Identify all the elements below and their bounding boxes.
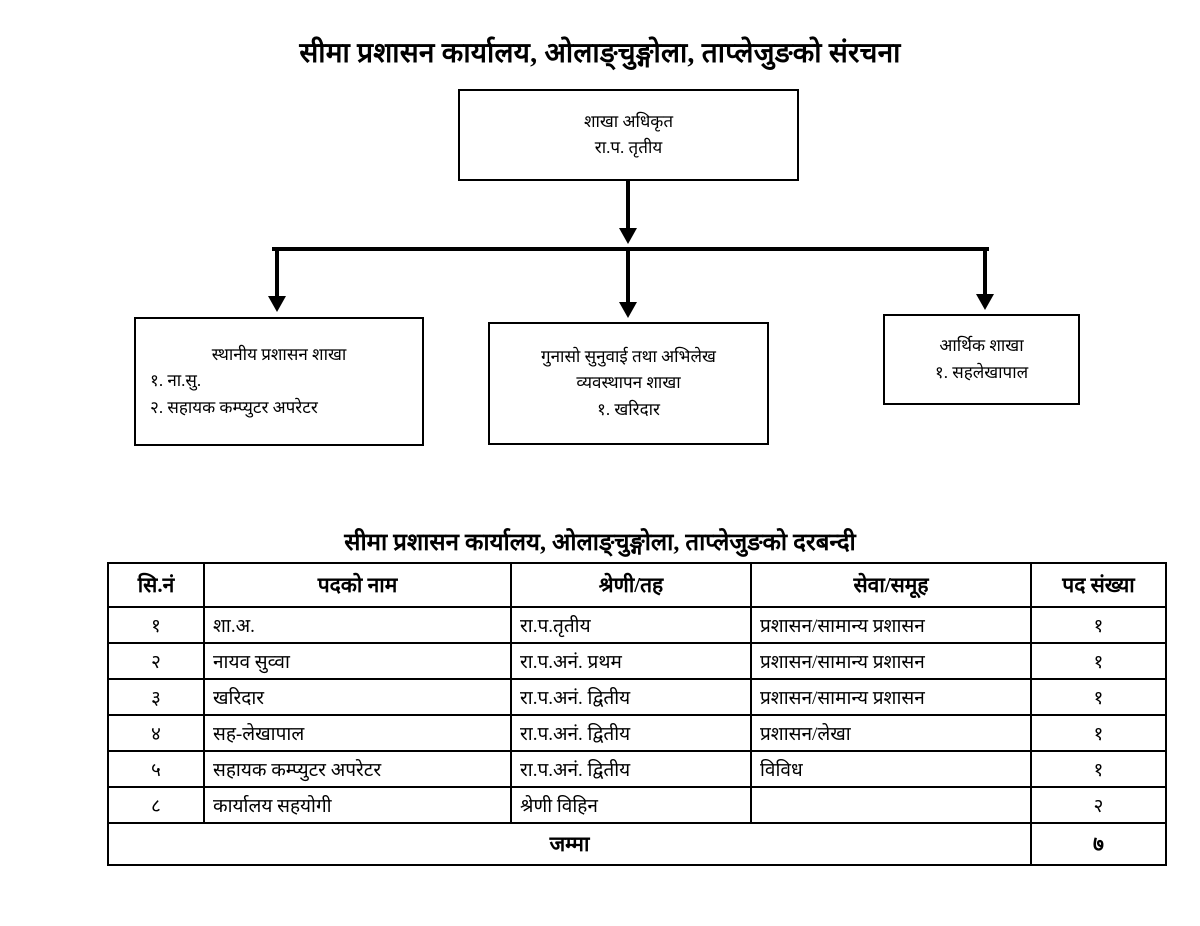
- cell-serial: २: [108, 643, 204, 679]
- cell-post: नायव सुव्वा: [204, 643, 511, 679]
- org-node-local-item-2: २. सहायक कम्प्युटर अपरेटर: [150, 397, 318, 417]
- cell-count: १: [1031, 607, 1166, 643]
- cell-post: सह-लेखापाल: [204, 715, 511, 751]
- connector-horizontal-bus: [272, 247, 989, 251]
- table-row: [108, 607, 1166, 643]
- column-header-service: सेवा/समूह: [751, 563, 1031, 607]
- cell-count: १: [1031, 643, 1166, 679]
- org-node-grievance-records-branch: [488, 322, 769, 445]
- cell-grade: रा.प.तृतीय: [511, 607, 751, 643]
- cell-grade: रा.प.अनं. द्वितीय: [511, 751, 751, 787]
- table-row: [108, 679, 1166, 715]
- table-total-row: [108, 823, 1166, 865]
- page-title: सीमा प्रशासन कार्यालय, ओलाङ्चुङ्गोला, ताप्लेजुङको संरचना: [299, 38, 901, 69]
- org-node-grievance-item-1: १. खरिदार: [597, 399, 660, 419]
- table-row: [108, 787, 1166, 823]
- cell-grade: रा.प.अनं. प्रथम: [511, 643, 751, 679]
- total-value: ७: [1031, 823, 1166, 865]
- cell-serial: ४: [108, 715, 204, 751]
- column-header-serial: सि.नं: [108, 563, 204, 607]
- table-header-row: [108, 563, 1166, 607]
- table-title: सीमा प्रशासन कार्यालय, ओलाङ्चुङ्गोला, ताप्लेजुङको दरबन्दी: [344, 530, 856, 556]
- table-row: [108, 751, 1166, 787]
- cell-count: १: [1031, 751, 1166, 787]
- org-node-local-administration-branch: [134, 317, 424, 446]
- org-node-local-item-1: १. ना.सु.: [150, 371, 202, 391]
- total-label: जम्मा: [108, 823, 1031, 865]
- cell-service: प्रशासन/लेखा: [751, 715, 1031, 751]
- connector-drop-middle: [626, 249, 630, 303]
- arrow-down-icon-middle: [619, 302, 637, 318]
- cell-grade: रा.प.अनं. द्वितीय: [511, 679, 751, 715]
- connector-drop-right: [983, 249, 987, 295]
- cell-service: प्रशासन/सामान्य प्रशासन: [751, 643, 1031, 679]
- org-node-local-head: स्थानीय प्रशासन शाखा: [211, 344, 347, 364]
- cell-grade: श्रेणी विहिन: [511, 787, 751, 823]
- table-row: [108, 715, 1166, 751]
- table-row: [108, 643, 1166, 679]
- column-header-post: पदको नाम: [204, 563, 511, 607]
- column-header-grade: श्रेणी/तह: [511, 563, 751, 607]
- cell-service: प्रशासन/सामान्य प्रशासन: [751, 679, 1031, 715]
- cell-service: प्रशासन/सामान्य प्रशासन: [751, 607, 1031, 643]
- org-node-finance-branch: [883, 314, 1080, 405]
- cell-count: १: [1031, 715, 1166, 751]
- cell-service: विविध: [751, 751, 1031, 787]
- cell-post: कार्यालय सहयोगी: [204, 787, 511, 823]
- org-node-root-line1: शाखा अधिकृत: [583, 111, 674, 131]
- cell-post: शा.अ.: [204, 607, 511, 643]
- arrow-down-icon-root: [619, 228, 637, 244]
- arrow-down-icon-left: [268, 296, 286, 312]
- cell-serial: ५: [108, 751, 204, 787]
- org-node-finance-head: आर्थिक शाखा: [939, 336, 1024, 356]
- cell-post: खरिदार: [204, 679, 511, 715]
- cell-post: सहायक कम्प्युटर अपरेटर: [204, 751, 511, 787]
- org-node-branch-officer: [458, 89, 799, 181]
- cell-serial: ८: [108, 787, 204, 823]
- cell-serial: १: [108, 607, 204, 643]
- cell-serial: ३: [108, 679, 204, 715]
- column-header-count: पद संख्या: [1031, 563, 1166, 607]
- cell-service: [751, 787, 1031, 823]
- cell-grade: रा.प.अनं. द्वितीय: [511, 715, 751, 751]
- org-node-finance-item-1: १. सहलेखापाल: [934, 362, 1029, 382]
- org-node-grievance-head-2: व्यवस्थापन शाखा: [576, 373, 681, 393]
- staffing-table: [107, 562, 1167, 866]
- org-node-grievance-head-1: गुनासो सुनुवाई तथा अभिलेख: [541, 346, 716, 366]
- cell-count: २: [1031, 787, 1166, 823]
- cell-count: १: [1031, 679, 1166, 715]
- arrow-down-icon-right: [976, 294, 994, 310]
- org-node-root-line2: रा.प. तृतीय: [594, 138, 663, 157]
- connector-drop-left: [275, 249, 279, 298]
